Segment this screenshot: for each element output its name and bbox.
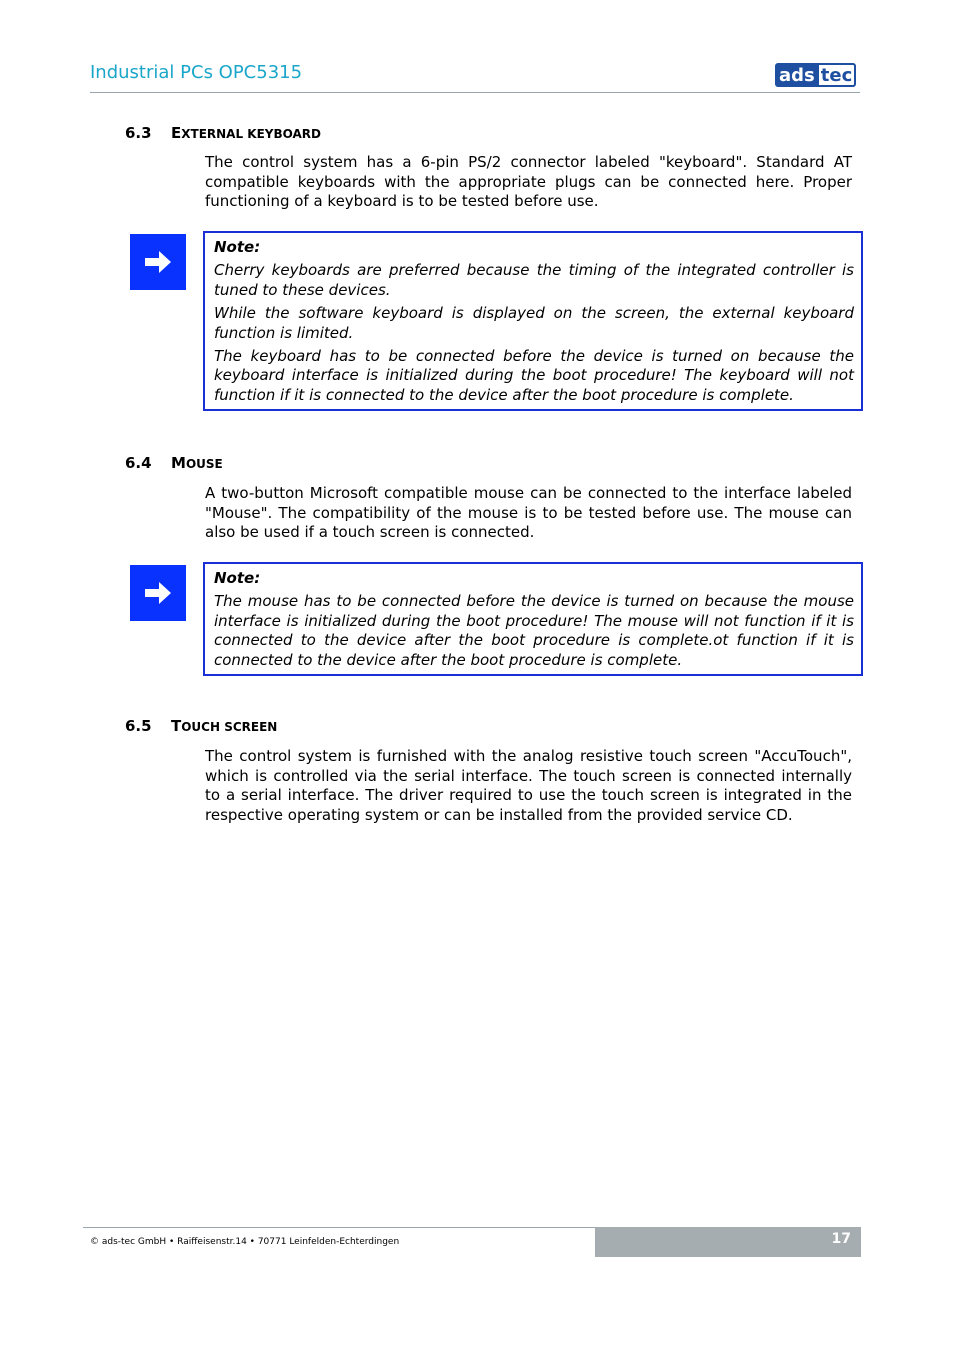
section-heading-6-5 xyxy=(125,717,277,735)
page-number: 17 xyxy=(831,1231,851,1247)
header-divider xyxy=(90,92,860,93)
note-paragraph: Cherry keyboards are preferred because the timing of the integrated controller is tuned to these devices. xyxy=(214,261,854,299)
arrow-right-icon xyxy=(130,565,186,621)
note-box xyxy=(203,562,863,676)
section-paragraph: A two-button Microsoft compatible mouse can be connected to the interface labeled "Mouse". The compatibility of the mouse is to be tested before use. The mouse can also be used if a touch screen is connected. xyxy=(205,484,852,542)
section-number: 6.3 xyxy=(125,124,152,142)
note-paragraph: The mouse has to be connected before the device is turned on because the mouse interface is initialized during the boot procedure! The mouse will not function if it is connected to the device after the boot procedure is complete.ot function if it is connected to the device after the boot procedure is complete. xyxy=(214,592,854,669)
page-number-box xyxy=(595,1227,861,1257)
section-title-initial: M xyxy=(171,454,186,472)
note-title: Note: xyxy=(214,569,261,587)
arrow-right-icon xyxy=(130,234,186,290)
section-paragraph: The control system has a 6-pin PS/2 connector labeled "keyboard". Standard AT compatible keyboards with the appropriate plugs can be connected here. Proper functioning of a keyboard is to be tested before use. xyxy=(205,153,852,211)
footer-address: © ads-tec GmbH • Raiffeisenstr.14 • 70771 Leinfelden-Echterdingen xyxy=(90,1237,400,1247)
note-paragraph: While the software keyboard is displayed on the screen, the external keyboard function is limited. xyxy=(214,304,854,342)
section-paragraph: The control system is furnished with the analog resistive touch screen "AccuTouch", which is controlled via the serial interface. The touch screen is connected internally to a serial interface. The driver required to use the touch screen is integrated in the respective operating system or can be installed from the provided service CD. xyxy=(205,747,852,824)
ads-tec-logo xyxy=(775,63,858,87)
note-box xyxy=(203,231,863,411)
section-title-rest: OUCH SCREEN xyxy=(181,720,278,734)
section-heading-6-4 xyxy=(125,454,223,472)
logo-right-text: tec xyxy=(819,63,856,87)
section-number: 6.4 xyxy=(125,454,152,472)
document-title: Industrial PCs OPC5315 xyxy=(90,62,303,83)
section-title-initial: E xyxy=(171,124,182,142)
note-title: Note: xyxy=(214,238,261,256)
section-number: 6.5 xyxy=(125,717,152,735)
footer-divider xyxy=(83,1227,595,1228)
logo-left-text: ads xyxy=(775,63,819,87)
section-heading-6-3 xyxy=(125,124,321,142)
section-title-rest: XTERNAL KEYBOARD xyxy=(181,127,321,141)
section-title-initial: T xyxy=(171,717,182,735)
section-title-rest: OUSE xyxy=(185,457,223,471)
note-paragraph: The keyboard has to be connected before the device is turned on because the keyboard interface is initialized during the boot procedure! The keyboard will not function if it is connected to the device after the boot procedure is complete. xyxy=(214,347,854,404)
